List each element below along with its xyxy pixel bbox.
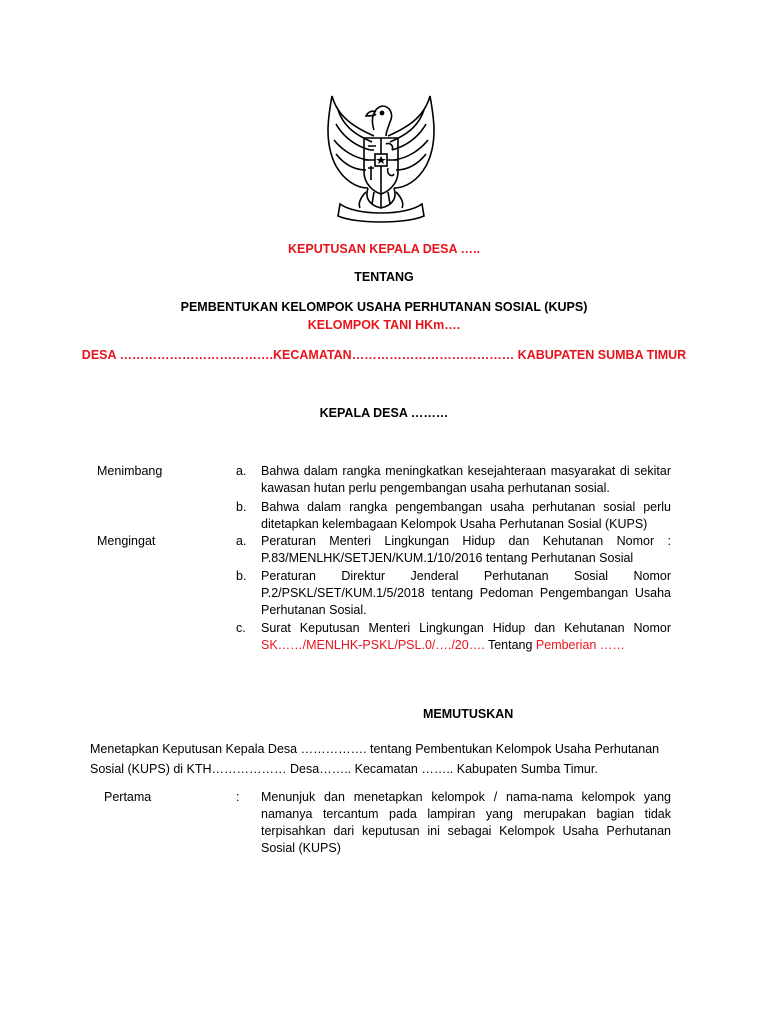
sk-number: SK……/MENLHK-PSKL/PSL.0/…./20…. bbox=[261, 638, 485, 652]
menetapkan-paragraph: Menetapkan Keputusan Kepala Desa ……………. tentang Pembentukan Kelompok Usaha Perhutanan Sosial (KUPS) di KTH……………… Desa…….. Kecamatan …….. Kabupaten Sumba Timur. bbox=[90, 742, 660, 776]
item-text: Peraturan Direktur Jenderal Perhutanan Sosial Nomor P.2/PSKL/SET/KUM.1/5/2018 tentang Pedoman Pengembangan Usaha Perhutanan Sosial. bbox=[261, 569, 671, 617]
item-marker: b. bbox=[236, 569, 247, 583]
memutuskan-heading: MEMUTUSKAN bbox=[423, 707, 514, 721]
item-marker: a. bbox=[236, 534, 247, 548]
group-heading: KELOMPOK TANI HKm…. bbox=[307, 318, 461, 332]
item-text-part: Surat Keputusan Menteri Lingkungan Hidup dan Kehutanan Nomor bbox=[261, 621, 671, 635]
item-marker: a. bbox=[236, 464, 247, 478]
pertama-colon: : bbox=[236, 790, 240, 804]
item-marker: b. bbox=[236, 500, 247, 514]
item-marker: c. bbox=[236, 621, 246, 635]
garuda-emblem-icon bbox=[316, 88, 446, 228]
item-text-part: Tentang bbox=[484, 638, 536, 652]
tentang-heading: TENTANG bbox=[354, 270, 414, 284]
item-text: Bahwa dalam rangka pengembangan usaha perhutanan sosial perlu ditetapkan kelembagaan Kelompok Usaha Perhutanan Sosial (KUPS) bbox=[261, 500, 671, 531]
pertama-label: Pertama bbox=[104, 790, 152, 804]
subject-heading: PEMBENTUKAN KELOMPOK USAHA PERHUTANAN SOSIAL (KUPS) bbox=[180, 300, 588, 314]
item-text bbox=[261, 620, 671, 654]
location-heading: DESA ……………………………….KECAMATAN………………………………… KABUPATEN SUMBA TIMUR bbox=[81, 348, 687, 362]
head-of-village-heading: KEPALA DESA ……… bbox=[319, 406, 449, 420]
item-text: Bahwa dalam rangka meningkatkan kesejahteraan masyarakat di sekitar kawasan hutan perlu pengembangan usaha perhutanan sosial. bbox=[261, 464, 671, 495]
sk-subject: Pemberian …… bbox=[535, 638, 625, 652]
mengingat-label: Mengingat bbox=[97, 534, 156, 548]
item-text: Peraturan Menteri Lingkungan Hidup dan Kehutanan Nomor : P.83/MENLHK/SETJEN/KUM.1/10/2016 tentang Perhutanan Sosial bbox=[261, 534, 671, 565]
pertama-text: Menunjuk dan menetapkan kelompok / nama-nama kelompok yang namanya tercantum pada lampiran yang merupakan bagian tidak terpisahkan dari keputusan ini sebagai Kelompok Usaha Perhutanan Sosial (KUPS) bbox=[261, 790, 671, 855]
decree-title: KEPUTUSAN KEPALA DESA ….. bbox=[288, 242, 480, 256]
menimbang-label: Menimbang bbox=[97, 464, 163, 478]
